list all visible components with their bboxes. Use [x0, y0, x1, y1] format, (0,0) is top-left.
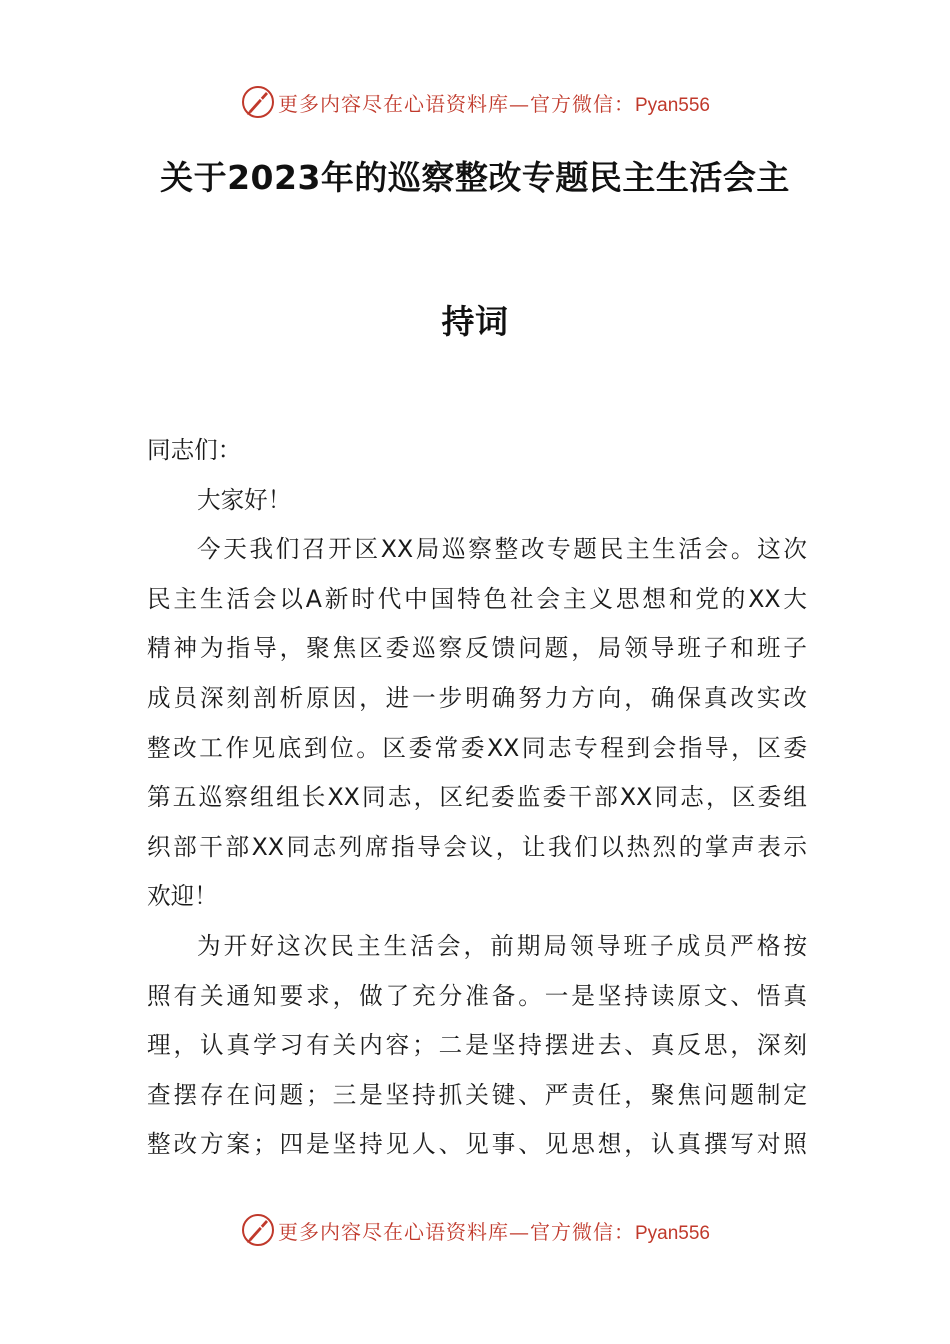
salutation: 同志们：: [147, 436, 242, 464]
quill-pen-icon: [240, 1212, 276, 1248]
greeting: 大家好！: [197, 485, 292, 514]
header-watermark: [0, 82, 950, 122]
paragraph-1-line: 欢迎！: [147, 882, 218, 911]
paragraph-2-line: 为开好这次民主生活会，前期局领导班子成员严格按: [197, 931, 807, 960]
watermark-text: 更多内容尽在心语资料库—官方微信：Pyan556: [277, 91, 710, 116]
paragraph-1-line: 成员深刻剖析原因，进一步明确努力方向，确保真改实改: [147, 683, 807, 712]
paragraph-1-line: 整改工作见底到位。区委常委XX同志专程到会指导，区委: [147, 733, 807, 762]
watermark-wechat-id: Pyan556: [634, 1222, 710, 1244]
watermark-wechat-id: Pyan556: [634, 94, 710, 116]
paragraph-1-line: 民主生活会以A新时代中国特色社会主义思想和党的XX大: [147, 584, 807, 613]
paragraph-1-line: 织部干部XX同志列席指导会议，让我们以热烈的掌声表示: [147, 832, 807, 861]
watermark-text: 更多内容尽在心语资料库—官方微信：Pyan556: [277, 1219, 710, 1244]
paragraph-2-line: 整改方案；四是坚持见人、见事、见思想，认真撰写对照: [147, 1130, 807, 1159]
footer-watermark: [0, 1210, 950, 1250]
paragraph-1-line: 第五巡察组组长XX同志，区纪委监委干部XX同志，区委组: [147, 783, 807, 812]
paragraph-2-line: 照有关通知要求，做了充分准备。一是坚持读原文、悟真: [147, 981, 807, 1010]
quill-pen-icon: [240, 84, 276, 120]
paragraph-2-line: 理，认真学习有关内容；二是坚持摆进去、真反思，深刻: [147, 1031, 807, 1060]
document-body: [147, 426, 807, 1170]
document-title-line-2: 持词: [441, 302, 509, 341]
paragraph-1-line: 今天我们召开区XX局巡察整改专题民主生活会。这次: [197, 535, 807, 564]
paragraph-2-line: 查摆存在问题；三是坚持抓关键、严责任，聚焦问题制定: [147, 1080, 807, 1109]
document-title-line-1: 关于2023年的巡察整改专题民主生活会主: [160, 158, 790, 197]
paragraph-1-line: 精神为指导，聚焦区委巡察反馈问题，局领导班子和班子: [147, 634, 807, 663]
